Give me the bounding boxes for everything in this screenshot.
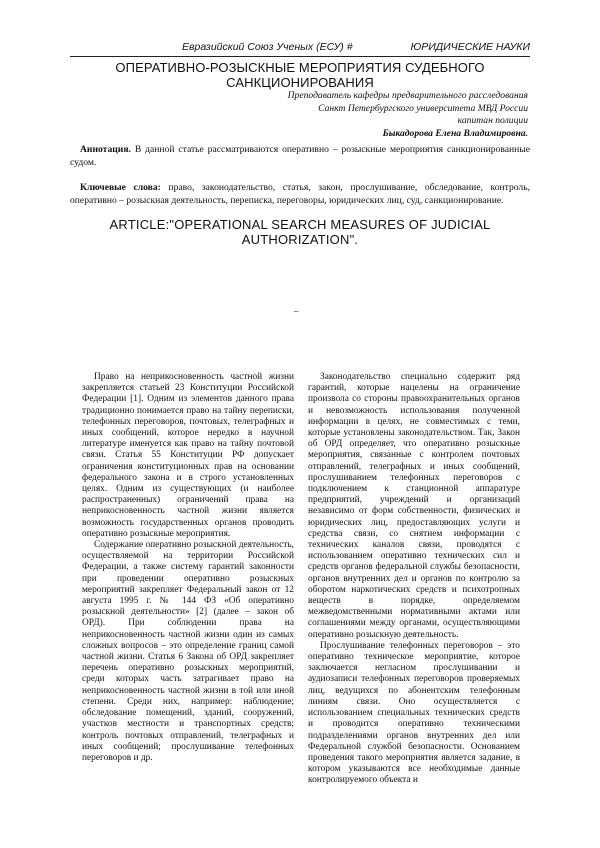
paragraph: Законодательство специально содержит ряд гарантий, которые нацелены на ограничение произвола со стороны правоохранительных органов и невозможность использования полученной информации в целях, не совместимых с теми, которые установлены законодательством. Так, Закон об ОРД определяет, что оперативно розыскные мероприятия, связанные с контролем почтовых отправлений, телеграфных и иных сообщений, прослушиванием телефонных переговоров с подключением к станционной аппаратуре предприятий, учреждений и организаций независимо от форм собственности, физических и юридических лиц, предоставляющих услуги и средства связи, со снятием информации с технических каналов связи, проводятся с использованием оперативно технических сил и средств органов федеральной службы безопасности, органов внутренних дел и органов по контролю за оборотом наркотических средств и психотропных веществ в порядке, определяемом межведомственными нормативными актами или соглашениями между органами, осуществляющими оперативно розыскную деятельность. — [308, 372, 520, 640]
annotation-text: В данной статье рассматриваются оперативно – розыскные мероприятия санкционированные судом. — [70, 144, 530, 168]
paragraph: Содержание оперативно розыскной деятельность, осуществляемой на территории Российской Федерации, а также систему гарантий законности при проведении оперативно розыскных мероприятий закрепляет Федеральный закон от 12 августа 1995 г. № 144 ФЗ «Об оперативно розыскной деятельности» [2] (далее – закон об ОРД). При соблюдении права на неприкосновенность частной жизни один из самых сложных вопросов – это определение границ самой частной жизни. Статья 6 Закона об ОРД закрепляет перечень оперативно розыскных мероприятий, среди которых часть затрагивает право на неприкосновенность частной жизни в той или иной степени. Среди них, например: наблюдение; обследование помещений, зданий, сооружений, участков местности и транспортных средств; контроль почтовых отправлений, телеграфных и иных сообщений; прослушивание телефонных переговоров и др. — [82, 540, 294, 763]
body-column-left — [82, 372, 294, 764]
keywords — [70, 182, 530, 207]
body-column-right — [308, 372, 520, 787]
running-header — [70, 40, 530, 57]
keywords-label: Ключевые слова: — [80, 182, 161, 193]
separator-dash: – — [294, 306, 299, 316]
title-ru-line-2: САНКЦИОНИРОВАНИЯ — [226, 75, 374, 90]
author-affiliation: Санкт Петербургского университета МВД России — [318, 102, 528, 114]
paragraph: Прослушивание телефонных переговоров – это оперативно техническое мероприятие, которое заключается негласном прослушивании и аудиозаписи телефонных переговоров проверяемых лиц, ведущихся по абонентским телефонным линиям связи. Оно осуществляется с использованием специальных технических средств и проводится оперативно техническими подразделениями органов внутренних дел или Федеральной службой безопасности. Основанием проведения такого мероприятия является задание, в котором указываются все необходимые данные контролируемого объекта и — [308, 640, 520, 786]
author-position: Преподаватель кафедры предварительного расследования — [287, 90, 528, 101]
annotation-label: Аннотация. — [80, 144, 131, 155]
author-name: Быкадорова Елена Владимировна. — [382, 127, 528, 139]
section-name: ЮРИДИЧЕСКИЕ НАУКИ — [410, 41, 530, 53]
title-ru-line-1: ОПЕРАТИВНО-РОЗЫСКНЫЕ МЕРОПРИЯТИЯ СУДЕБНОГО — [115, 60, 485, 75]
paragraph: Право на неприкосновенность частной жизни закрепляется статьей 23 Конституции Российской Федерации [1]. Одним из элементов данного права традиционно понимается право на тайну переписки, телефонных переговоров, почтовых, телеграфных и иных сообщений, которое нередко в научной литературе именуется как право на тайну почтовой связи. Статья 55 Конституции РФ допускает ограничения конституционных прав на основании федерального закона и в строго установленных целях. Одним из существующих (и наиболее распространенных) ограничений права на неприкосновенность частной жизни является возможность государственных органов проводить оперативно розыскные мероприятия. — [82, 372, 294, 539]
article-title-ru — [70, 60, 530, 90]
author-info — [288, 90, 528, 140]
journal-name: Евразийский Союз Ученых (ЕСУ) # — [182, 41, 353, 53]
keywords-text: право, законодательство, статья, закон, прослушивание, обследование, контроль, оперативно – розыскная деятельность, переписка, переговоры, юридических лиц, суд, санкционирование. — [70, 182, 530, 206]
annotation — [70, 144, 530, 169]
title-en-line-1: ARTICLE:"OPERATIONAL SEARCH MEASURES OF JUDICIAL — [109, 217, 491, 232]
author-rank: капитан полиции — [457, 115, 528, 126]
article-title-en — [80, 217, 520, 247]
title-en-line-2: AUTHORIZATION". — [241, 232, 359, 247]
